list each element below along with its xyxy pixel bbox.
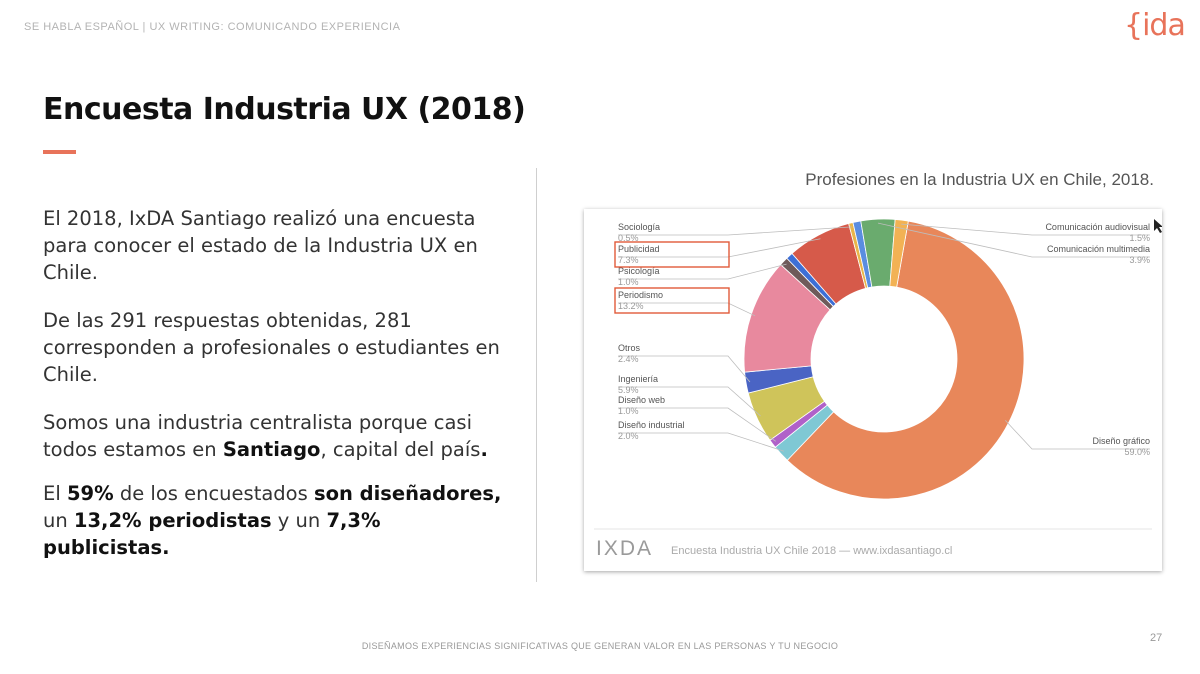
value-label-otros: 2.4% xyxy=(618,354,639,364)
paragraph-4-text-g: y un xyxy=(271,509,327,532)
paragraph-4-designers: son diseñadores, xyxy=(313,482,502,505)
value-label-ingenieria: 5.9% xyxy=(618,385,639,395)
paragraph-4-journalists: 13,2% periodistas xyxy=(73,509,272,532)
paragraph-4-percent: 59% xyxy=(66,482,114,505)
value-label-diseno-web: 1.0% xyxy=(618,406,639,416)
title-accent-line xyxy=(43,150,76,154)
label-comunicacion-multimedia: Comunicación multimedia xyxy=(1046,244,1150,254)
label-diseno-web: Diseño web xyxy=(618,395,666,405)
paragraph-3-text-c: , capital del país xyxy=(320,438,481,461)
value-label-publicidad: 7.3% xyxy=(618,255,639,265)
chart-source-text: Encuesta Industria UX Chile 2018 — www.ixdasantiago.cl xyxy=(671,545,953,557)
footer-tagline: DISEÑAMOS EXPERIENCIAS SIGNIFICATIVAS QUE GENERAN VALOR EN LAS PERSONAS Y TU NEGOCIO xyxy=(361,641,839,651)
label-ingenieria: Ingeniería xyxy=(618,374,659,384)
paragraph-4-text-a: El xyxy=(43,482,67,505)
paragraph-4 xyxy=(43,480,503,561)
label-sociologia: Sociología xyxy=(618,222,661,232)
value-label-psicologia: 1.0% xyxy=(618,277,639,287)
label-psicologia: Psicología xyxy=(618,266,660,276)
header-text: SE HABLA ESPAÑOL | UX WRITING: COMUNICANDO EXPERIENCIA xyxy=(24,21,401,33)
chart-card xyxy=(584,209,1162,571)
value-label-diseno-grafico: 59.0% xyxy=(1124,447,1150,457)
donut-chart xyxy=(584,209,1162,571)
paragraph-1: El 2018, IxDA Santiago realizó una encuesta para conocer el estado de la Industria UX en Chile. xyxy=(43,207,478,284)
value-label-comunicacion-multimedia: 3.9% xyxy=(1129,255,1150,265)
cursor-icon xyxy=(1154,219,1162,233)
value-label-comunicacion-audiovisual: 1.5% xyxy=(1129,233,1150,243)
label-otros: Otros xyxy=(618,343,641,353)
chart-caption: Profesiones en la Industria UX en Chile, 2018. xyxy=(805,170,1154,189)
paragraph-3-santiago: Santiago xyxy=(222,438,321,461)
paragraph-3-text-a: Somos una industria centralista porque casi todos estamos en xyxy=(43,411,472,461)
label-diseno-industrial: Diseño industrial xyxy=(618,420,685,430)
slide-title: Encuesta Industria UX (2018) xyxy=(43,92,526,127)
paragraph-3-period: . xyxy=(480,438,488,461)
vertical-divider xyxy=(536,168,537,582)
label-comunicacion-audiovisual: Comunicación audiovisual xyxy=(1045,222,1150,232)
label-periodismo: Periodismo xyxy=(618,290,664,300)
brand-logo[interactable]: {ida xyxy=(1124,8,1185,43)
label-diseno-grafico: Diseño gráfico xyxy=(1092,436,1150,446)
ixda-logo: IXDA xyxy=(596,537,654,560)
label-publicidad: Publicidad xyxy=(618,244,660,254)
page-number: 27 xyxy=(1150,632,1163,644)
paragraph-4-text-e: un xyxy=(43,509,74,532)
value-label-diseno-industrial: 2.0% xyxy=(618,431,639,441)
value-label-periodismo: 13.2% xyxy=(618,301,644,311)
value-label-sociologia: 0.5% xyxy=(618,233,639,243)
paragraph-4-publicists: 7,3% publicistas. xyxy=(43,509,381,559)
paragraph-4-text-c: de los encuestados xyxy=(113,482,314,505)
leader-line-diseno-industrial xyxy=(618,433,784,451)
paragraph-3 xyxy=(43,409,503,463)
paragraph-2: De las 291 respuestas obtenidas, 281 corresponden a profesionales o estudiantes en Chile. xyxy=(43,309,500,386)
